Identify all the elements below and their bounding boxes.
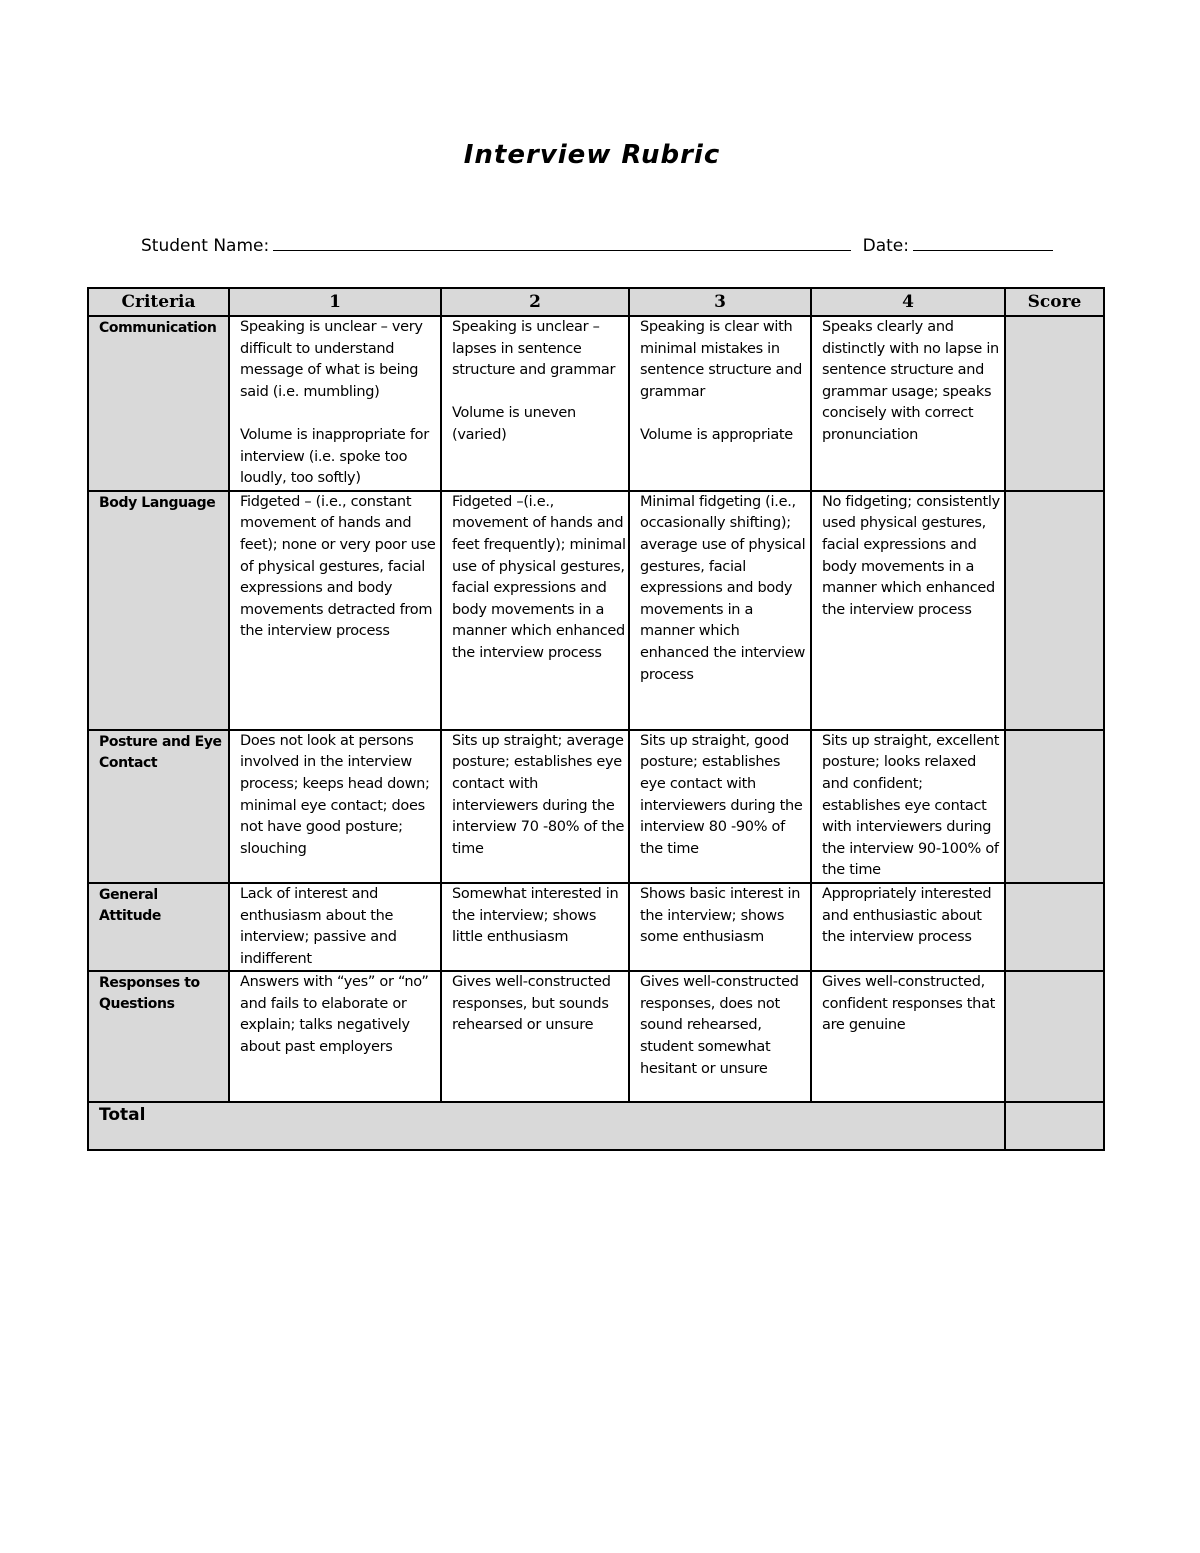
table-row [88, 491, 1104, 730]
level-4-cell [811, 883, 1005, 971]
cell-text: Volume is uneven (varied) [452, 405, 576, 443]
header-level-4: 4 [811, 288, 1005, 316]
level-3-cell [629, 316, 811, 491]
level-1-cell [229, 883, 441, 971]
cell-text: No fidgeting; consistently used physical gestures, facial expressions and body movements in a manner which enhanced the interview process [822, 493, 1000, 618]
cell-text: Appropriately interested and enthusiastic about the interview process [822, 885, 992, 946]
criteria-cell: Communication [88, 316, 229, 491]
score-cell[interactable] [1005, 971, 1104, 1102]
cell-text: Gives well-constructed, confident responses that are genuine [822, 974, 996, 1034]
score-cell[interactable] [1005, 730, 1104, 883]
cell-text: Sits up straight, good posture; establishes eye contact with interviewers during the interview 80 -90% of the time [640, 732, 803, 857]
date-field[interactable] [913, 233, 1053, 251]
criteria-cell: General Attitude [88, 883, 229, 971]
page-title: Interview Rubric [463, 140, 721, 170]
level-2-cell [441, 491, 629, 730]
cell-text: Speaking is clear with minimal mistakes in sentence structure and grammar [640, 319, 803, 400]
cell-text: Volume is inappropriate for interview (i.e. spoke too loudly, too softly) [240, 426, 429, 487]
criteria-cell: Body Language [88, 491, 229, 730]
cell-text: Somewhat interested in the interview; shows little enthusiasm [452, 885, 619, 946]
level-1-cell [229, 730, 441, 883]
score-cell[interactable] [1005, 316, 1104, 491]
level-2-cell [441, 883, 629, 971]
score-cell[interactable] [1005, 491, 1104, 730]
cell-text: Sits up straight; average posture; establishes eye contact with interviewers during the interview 70 -80% of the time [452, 732, 625, 857]
header-level-3: 3 [629, 288, 811, 316]
level-3-cell [629, 491, 811, 730]
level-4-cell [811, 316, 1005, 491]
total-score-cell[interactable] [1005, 1102, 1104, 1150]
level-4-cell [811, 491, 1005, 730]
cell-text: Does not look at persons involved in the interview process; keeps head down; minimal eye contact; does not have good posture; slouching [240, 732, 430, 857]
table-row [88, 730, 1104, 883]
level-2-cell [441, 971, 629, 1102]
student-name-label: Student Name: [141, 236, 270, 256]
student-info-line [141, 233, 1053, 256]
level-4-cell [811, 730, 1005, 883]
level-4-cell [811, 971, 1005, 1102]
cell-text: Gives well-constructed responses, does not sound rehearsed, student somewhat hesitant or unsure [640, 974, 799, 1077]
table-row [88, 316, 1104, 491]
header-score: Score [1005, 288, 1104, 316]
level-3-cell [629, 971, 811, 1102]
level-3-cell [629, 730, 811, 883]
cell-text: Lack of interest and enthusiasm about the interview; passive and indifferent [240, 885, 397, 967]
header-level-2: 2 [441, 288, 629, 316]
level-2-cell [441, 316, 629, 491]
date-label: Date: [862, 236, 909, 256]
level-1-cell [229, 491, 441, 730]
cell-text: Speaks clearly and distinctly with no lapse in sentence structure and grammar usage; speaks concisely with correct pronunciation [822, 319, 999, 443]
score-cell[interactable] [1005, 883, 1104, 971]
level-1-cell [229, 971, 441, 1102]
header-level-1: 1 [229, 288, 441, 316]
criteria-cell: Posture and Eye Contact [88, 730, 229, 883]
cell-text: Fidgeted – (i.e., constant movement of hands and feet); none or very poor use of physical gestures, facial expressions and body movements detracted from the interview process [240, 493, 436, 640]
header-criteria: Criteria [88, 288, 229, 316]
cell-text: Shows basic interest in the interview; shows some enthusiasm [640, 885, 801, 946]
total-label: Total [88, 1102, 1005, 1150]
level-2-cell [441, 730, 629, 883]
level-3-cell [629, 883, 811, 971]
cell-text: Answers with “yes” or “no” and fails to elaborate or explain; talks negatively about past employers [240, 974, 429, 1056]
cell-text: Sits up straight, excellent posture; looks relaxed and confident; establishes eye contact with interviewers during the interview 90-100% of the time [822, 732, 1000, 879]
cell-text: Gives well-constructed responses, but sounds rehearsed or unsure [452, 974, 611, 1034]
cell-text: Minimal fidgeting (i.e., occasionally shifting); average use of physical gestures, facial expressions and body movements in a manner which enhanced the interview process [640, 493, 806, 683]
table-row [88, 971, 1104, 1102]
criteria-cell: Responses to Questions [88, 971, 229, 1102]
cell-text: Fidgeted –(i.e., movement of hands and feet frequently); minimal use of physical gestures, facial expressions and body movements in a manner which enhanced the interview process [452, 493, 626, 661]
rubric-table [87, 287, 1105, 1151]
table-row [88, 883, 1104, 971]
cell-text: Speaking is unclear – lapses in sentence structure and grammar [452, 319, 616, 379]
total-row [88, 1102, 1104, 1150]
student-name-field[interactable] [273, 233, 851, 251]
cell-text: Volume is appropriate [640, 426, 793, 443]
level-1-cell [229, 316, 441, 491]
cell-text: Speaking is unclear – very difficult to understand message of what is being said (i.e. mumbling) [240, 319, 423, 400]
header-row [88, 288, 1104, 316]
